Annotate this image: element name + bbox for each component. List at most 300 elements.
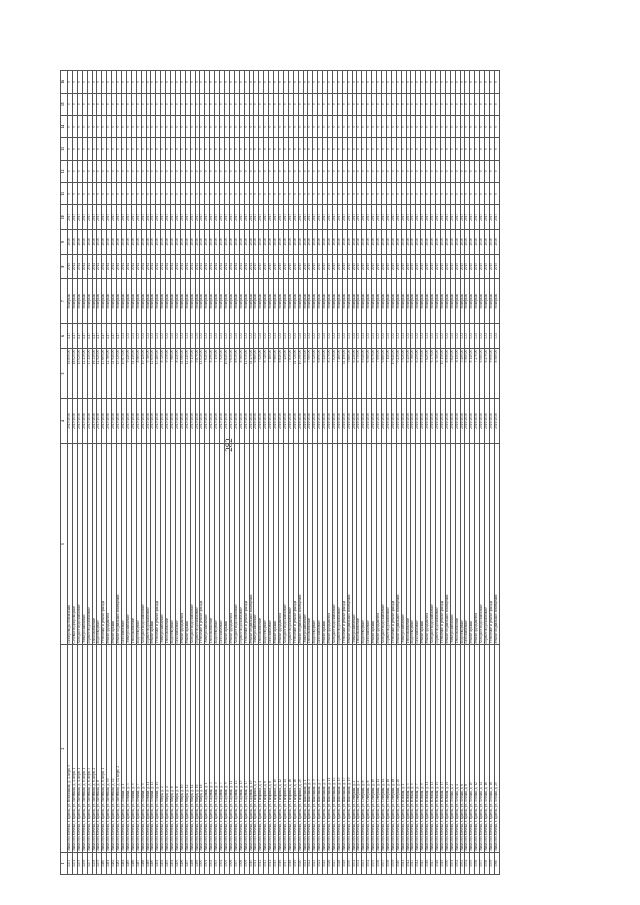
table-cell: 12 240,00 <box>185 348 190 398</box>
table-cell: 1478 <box>92 852 97 874</box>
table-cell: Ямал.обл.Мечтка, г. Братск, ул. Школьная, д. 15 <box>337 645 342 852</box>
table-cell: Газоснабжение <box>121 443 126 645</box>
table-cell: Ремонт подвальных помещений <box>445 443 450 645</box>
table-cell: 2017 <box>489 205 494 230</box>
table-cell: 0 <box>480 115 485 137</box>
table-cell: 7 020,00 <box>332 348 337 398</box>
table-cell: 0 <box>342 115 347 137</box>
table-cell: 2015 <box>421 254 426 279</box>
table-cell: 4.17 <box>92 324 97 349</box>
table-cell: Водоотведение <box>411 443 416 645</box>
table-cell: 2017 <box>421 205 426 230</box>
table-cell: 2016 <box>234 230 239 255</box>
table-cell: Теплоснабжение <box>131 443 136 645</box>
table-cell: 0 <box>460 93 465 115</box>
table-cell: 14 920,00 <box>97 348 102 398</box>
table-cell: 0 <box>332 93 337 115</box>
table-cell: 0 <box>200 138 205 160</box>
table-cell: 3.33 <box>377 324 382 349</box>
table-cell: 3.33 <box>151 324 156 349</box>
table-cell: Горячее водоснабжение <box>239 443 244 645</box>
table-cell: 2016 <box>249 230 254 255</box>
table-cell: 0 <box>386 71 391 94</box>
table-cell: Ямал.обл.Мечтка, г. Братск, ул. Гагарина, д. 20 <box>298 645 303 852</box>
table-cell: 2016 <box>362 230 367 255</box>
table-cell: 2016 <box>323 230 328 255</box>
table-cell: 0 <box>166 183 171 205</box>
table-cell: 2014 <box>190 254 195 279</box>
table-cell: 3.33 <box>318 324 323 349</box>
table-cell: 2015 <box>254 254 259 279</box>
table-cell: 0 <box>161 93 166 115</box>
table-cell: 2017 <box>445 205 450 230</box>
table-cell: 2015 <box>264 254 269 279</box>
table-cell: 0 <box>156 160 161 182</box>
table-cell: 3.33 <box>460 324 465 349</box>
table-cell: 2016 <box>171 230 176 255</box>
table-cell: 9 960,00 <box>274 348 279 398</box>
table-cell: 0 <box>141 160 146 182</box>
table-cell: 0 <box>107 138 112 160</box>
table-cell: 3.33 <box>244 324 249 349</box>
table-cell: 1510 <box>249 852 254 874</box>
table-cell: 0 <box>426 138 431 160</box>
table-cell: 0 <box>205 183 210 205</box>
table-cell: 2016 <box>278 230 283 255</box>
table-cell: 0 <box>308 71 313 94</box>
table-cell: 6 780,00 <box>435 348 440 398</box>
table-cell: Ноябрьск <box>239 279 244 324</box>
table-cell: 0 <box>445 183 450 205</box>
table-cell: 0 <box>249 183 254 205</box>
table-cell: Ремонт подвальных помещений <box>298 443 303 645</box>
table-cell: 0 <box>72 160 77 182</box>
table-cell: 0 <box>421 93 426 115</box>
table-cell: 0 <box>278 183 283 205</box>
table-cell: Ноябрьск <box>166 279 171 324</box>
table-cell: 1508 <box>239 852 244 874</box>
table-cell: 0 <box>475 115 480 137</box>
table-cell: 0 <box>117 115 122 137</box>
table-cell: 0 <box>489 160 494 182</box>
table-cell: 2016 <box>411 230 416 255</box>
table-cell: 2015 <box>308 254 313 279</box>
table-cell: 0 <box>470 93 475 115</box>
table-cell: 2016-2016 <box>421 399 426 444</box>
table-cell: 1553 <box>460 852 465 874</box>
table-cell: 2016 <box>180 230 185 255</box>
table-cell: 2015 <box>489 254 494 279</box>
table-cell: Ямал.обл.Мечтка, г. Братск, ул. Ленина, д. 13 <box>151 645 156 852</box>
table-cell: 2016 <box>185 230 190 255</box>
table-cell: 4.17 <box>72 324 77 349</box>
table-cell: Ремонт крыши <box>225 443 230 645</box>
table-cell: 3.33 <box>435 324 440 349</box>
table-cell: Ямал.обл.Мечтка, г. Братск, ул. Ленина, д. 7 <box>136 645 141 852</box>
table-cell: 0 <box>82 138 87 160</box>
table-cell: 0 <box>357 138 362 160</box>
table-cell: 2015 <box>470 254 475 279</box>
table-cell: Теплоснабжение <box>92 443 97 645</box>
table-cell: 0 <box>308 138 313 160</box>
table-cell: Ноябрьск <box>386 279 391 324</box>
table-cell: 2017 <box>347 205 352 230</box>
table-cell: 2016-2016 <box>332 399 337 444</box>
table-cell: Горячее водоснабжение <box>485 443 490 645</box>
table-cell: 2016-2016 <box>337 399 342 444</box>
table-cell: Ноябрьск <box>234 279 239 324</box>
table-cell: 2017 <box>264 205 269 230</box>
table-cell: 0 <box>239 93 244 115</box>
table-cell: 0 <box>82 115 87 137</box>
table-cell: 2017 <box>401 205 406 230</box>
table-cell: 3.33 <box>175 324 180 349</box>
table-cell: Ноябрьск <box>68 279 73 324</box>
table-cell: 9 440,00 <box>126 348 131 398</box>
table-cell: 2017 <box>470 205 475 230</box>
table-cell: 0 <box>475 71 480 94</box>
table-cell: 0 <box>234 71 239 94</box>
table-cell: 2017 <box>313 205 318 230</box>
table-cell: 2016 <box>274 230 279 255</box>
table-cell: 1503 <box>215 852 220 874</box>
table-cell: Ноябрьск <box>396 279 401 324</box>
table-cell: 0 <box>431 138 436 160</box>
table-cell: 2016 <box>112 230 117 255</box>
table-cell: 0 <box>347 183 352 205</box>
table-cell: 0 <box>431 115 436 137</box>
table-cell: 7 520,00 <box>259 348 264 398</box>
table-cell: 2016 <box>244 230 249 255</box>
table-cell: 0 <box>131 160 136 182</box>
table-cell: Ноябрьск <box>426 279 431 324</box>
table-cell: 0 <box>357 160 362 182</box>
table-cell: 0 <box>347 138 352 160</box>
table-cell: 0 <box>274 160 279 182</box>
table-cell: 6 320,00 <box>313 348 318 398</box>
table-cell: 1531 <box>352 852 357 874</box>
table-cell: 0 <box>382 138 387 160</box>
table-cell: 2015-2016 <box>225 399 230 444</box>
table-cell: 15 020,00 <box>77 348 82 398</box>
table-cell: 0 <box>161 138 166 160</box>
table-cell: Ноябрьск <box>200 279 205 324</box>
table-cell: 1548 <box>435 852 440 874</box>
table-cell: 2016 <box>107 230 112 255</box>
table-cell: 0 <box>416 93 421 115</box>
table-cell: 0 <box>450 115 455 137</box>
table-cell: 0 <box>171 183 176 205</box>
table-cell: 0 <box>278 93 283 115</box>
table-cell: Газоснабжение <box>318 443 323 645</box>
table-cell: 0 <box>175 115 180 137</box>
table-cell: 0 <box>117 138 122 160</box>
table-cell: 3.33 <box>494 324 499 349</box>
table-cell: 0 <box>455 160 460 182</box>
table-cell: 2015-2016 <box>220 399 225 444</box>
table-cell: 0 <box>426 160 431 182</box>
table-cell: 0 <box>92 160 97 182</box>
table-cell: Ремонт подвальных помещений <box>117 443 122 645</box>
table-cell: 0 <box>234 183 239 205</box>
table-cell: 0 <box>225 115 230 137</box>
table-cell: 0 <box>293 138 298 160</box>
table-cell: 0 <box>151 71 156 94</box>
table-cell: 2014 <box>131 254 136 279</box>
table-cell: 0 <box>102 138 107 160</box>
table-cell: Ямал.обл.Мечтка, г. Братск, ул. Садовая, д. 11 <box>229 645 234 852</box>
table-cell: 0 <box>131 93 136 115</box>
table-cell: 0 <box>72 71 77 94</box>
table-cell: 0 <box>485 160 490 182</box>
column-header: 2 <box>61 645 68 852</box>
table-cell: 2014 <box>156 254 161 279</box>
table-cell: Ямал.обл.Мечтка, г. Братск, ул. Школьная, д. 1 <box>303 645 308 852</box>
table-cell: 0 <box>87 115 92 137</box>
table-cell: 0 <box>156 71 161 94</box>
table-cell: 0 <box>195 93 200 115</box>
table-cell: 1549 <box>440 852 445 874</box>
table-cell: 10 150,00 <box>440 348 445 398</box>
table-cell: 2015-2016 <box>136 399 141 444</box>
table-cell: 17 410,00 <box>87 348 92 398</box>
table-cell: 1528 <box>337 852 342 874</box>
table-cell: 2016 <box>470 230 475 255</box>
table-cell: 0 <box>485 115 490 137</box>
table-cell: 0 <box>146 183 151 205</box>
table-cell: 0 <box>391 138 396 160</box>
table-cell: 3.33 <box>445 324 450 349</box>
table-cell: 0 <box>121 71 126 94</box>
table-cell: 3.33 <box>431 324 436 349</box>
table-cell: 0 <box>455 138 460 160</box>
table-cell: 2015 <box>494 254 499 279</box>
table-cell: 1506 <box>229 852 234 874</box>
table-cell: 2015-2016 <box>210 399 215 444</box>
table-cell: 2017 <box>372 205 377 230</box>
table-cell: 3.33 <box>190 324 195 349</box>
table-cell: 0 <box>126 138 131 160</box>
table-cell: 0 <box>328 115 333 137</box>
table-cell: 2014 <box>92 254 97 279</box>
table-cell: 0 <box>87 183 92 205</box>
table-cell: 2017 <box>303 205 308 230</box>
table-cell: 2016-2016 <box>411 399 416 444</box>
table-cell: 0 <box>313 138 318 160</box>
table-cell: 2016-2016 <box>254 399 259 444</box>
table-cell: 0 <box>445 93 450 115</box>
table-body <box>68 71 500 875</box>
table-cell: Ямал.обл.Мечтка, г. Братск, ул. Школьная, д. 5 <box>313 645 318 852</box>
table-cell: 0 <box>254 160 259 182</box>
table-cell: 2017 <box>107 205 112 230</box>
table-cell: 0 <box>480 93 485 115</box>
table-cell: 1543 <box>411 852 416 874</box>
table-cell: 0 <box>68 160 73 182</box>
table-cell: 2016 <box>97 230 102 255</box>
table-cell: 0 <box>146 93 151 115</box>
table-cell: 0 <box>342 183 347 205</box>
table-cell: 0 <box>283 183 288 205</box>
table-cell: Ямал.обл.Мечтка, г. Братск, ул. Северная, д. 2 <box>352 645 357 852</box>
table-cell: 3.33 <box>313 324 318 349</box>
table-cell: Ямал.обл.Мечтка, г. Братск, ул. Садовая, д. 7 <box>220 645 225 852</box>
table-cell: 2014 <box>205 254 210 279</box>
table-cell: 2015 <box>259 254 264 279</box>
table-cell: 2015-2016 <box>161 399 166 444</box>
table-cell: 3.33 <box>156 324 161 349</box>
table-cell: Ямал.обл.Мечтка, г. Братск, ул. Литейная, д. 6, корп. 4 <box>92 645 97 852</box>
table-cell: 2015 <box>401 254 406 279</box>
table-cell: 2016-2016 <box>406 399 411 444</box>
table-cell: Ноябрьск <box>92 279 97 324</box>
table-cell: 0 <box>117 71 122 94</box>
table-cell: 2016 <box>401 230 406 255</box>
table-cell: 0 <box>131 138 136 160</box>
table-cell: 0 <box>485 138 490 160</box>
table-cell: 0 <box>225 160 230 182</box>
table-cell: 2017 <box>229 205 234 230</box>
table-cell: 0 <box>161 71 166 94</box>
table-cell: 0 <box>136 93 141 115</box>
table-cell: 2017 <box>382 205 387 230</box>
table-cell: Ноябрьск <box>72 279 77 324</box>
table-cell: 2017 <box>72 205 77 230</box>
table-cell: 3.33 <box>269 324 274 349</box>
table-cell: 2017 <box>166 205 171 230</box>
table-cell: 0 <box>485 71 490 94</box>
table-cell: 1558 <box>485 852 490 874</box>
table-cell: Утепление и ремонт фасада <box>440 443 445 645</box>
table-cell: Ямал.обл.Мечтка, г. Братск, ул. Школьная, д. 11 <box>328 645 333 852</box>
table-cell: 3.33 <box>328 324 333 349</box>
table-cell: Ямал.обл.Мечтка, г. Братск, ул. Гагарина, д. 6 <box>264 645 269 852</box>
table-cell: 0 <box>92 93 97 115</box>
table-cell: Ямал.обл.Мечтка, г. Братск, ул. Южная, д. 13 <box>431 645 436 852</box>
table-cell: 0 <box>347 160 352 182</box>
table-cell: 0 <box>455 93 460 115</box>
table-cell: Газоснабжение <box>367 443 372 645</box>
table-cell: 0 <box>377 115 382 137</box>
table-cell: Горячее водоснабжение <box>146 443 151 645</box>
table-cell: 4.17 <box>107 324 112 349</box>
table-cell: 2017 <box>377 205 382 230</box>
table-cell: Ноябрьск <box>205 279 210 324</box>
table-cell: Ноябрьск <box>175 279 180 324</box>
table-cell: 0 <box>215 115 220 137</box>
table-cell: 0 <box>386 93 391 115</box>
table-cell: Теплоснабжение <box>166 443 171 645</box>
table-cell: 0 <box>112 115 117 137</box>
table-cell: 2016 <box>293 230 298 255</box>
table-cell: 0 <box>382 71 387 94</box>
table-cell: 0 <box>180 183 185 205</box>
table-cell: Ремонт крыши <box>185 443 190 645</box>
table-cell: 2017 <box>190 205 195 230</box>
table-cell: 2016 <box>372 230 377 255</box>
table-cell: 0 <box>489 138 494 160</box>
table-cell: Ноябрьск <box>303 279 308 324</box>
table-cell: 2017 <box>362 205 367 230</box>
table-cell: 11 060,00 <box>180 348 185 398</box>
table-cell: 0 <box>107 71 112 94</box>
table-cell: 0 <box>239 115 244 137</box>
table-cell: 4.17 <box>117 324 122 349</box>
table-cell: 0 <box>480 71 485 94</box>
table-cell: Ремонт фундамента <box>180 443 185 645</box>
table-cell: 2015 <box>293 254 298 279</box>
table-cell: 2015-2016 <box>141 399 146 444</box>
table-cell: 2015-2016 <box>112 399 117 444</box>
table-cell: 0 <box>234 93 239 115</box>
table-cell: 1540 <box>396 852 401 874</box>
table-cell: Ноябрьск <box>82 279 87 324</box>
table-cell: 0 <box>455 115 460 137</box>
table-cell: 0 <box>298 138 303 160</box>
table-cell: Ямал.обл.Мечтка, г. Братск, ул. Мира, д. 14 <box>190 645 195 852</box>
table-cell: 0 <box>195 138 200 160</box>
table-cell: 0 <box>229 183 234 205</box>
table-cell: 2016 <box>416 230 421 255</box>
table-cell: 2016-2016 <box>435 399 440 444</box>
table-cell: 0 <box>146 138 151 160</box>
table-cell: 0 <box>332 71 337 94</box>
table-cell: 2016 <box>205 230 210 255</box>
table-cell: 1512 <box>259 852 264 874</box>
table-cell: 0 <box>269 93 274 115</box>
table-cell: Ямал.обл.Мечтка, г. Братск, ул. Северная, д. 10 <box>372 645 377 852</box>
table-cell: 2014 <box>112 254 117 279</box>
table-cell: 0 <box>421 71 426 94</box>
table-cell: Ямал.обл.Мечтка, г. Братск, ул. Северная, д. 20 <box>396 645 401 852</box>
table-cell: Ямал.обл.Мечтка, г. Братск, ул. Садовая, д. 5 <box>215 645 220 852</box>
table-cell: 7 410,00 <box>283 348 288 398</box>
table-cell: 3.33 <box>200 324 205 349</box>
table-cell: 0 <box>485 93 490 115</box>
table-cell: 2017 <box>455 205 460 230</box>
table-cell: 2015 <box>303 254 308 279</box>
table-cell: 0 <box>131 115 136 137</box>
table-cell: 0 <box>293 71 298 94</box>
table-cell: 0 <box>269 115 274 137</box>
table-cell: 0 <box>264 138 269 160</box>
table-cell: 0 <box>431 183 436 205</box>
table-cell: 0 <box>102 115 107 137</box>
table-cell: Ямал.обл.Мечтка, г. Братск, ул. Школьная, д. 7 <box>318 645 323 852</box>
table-cell: 0 <box>249 71 254 94</box>
table-cell: 0 <box>421 115 426 137</box>
table-cell: 3.33 <box>136 324 141 349</box>
table-cell: 0 <box>298 71 303 94</box>
table-cell: 0 <box>146 160 151 182</box>
table-cell: 2014 <box>210 254 215 279</box>
table-cell: Ноябрьск <box>146 279 151 324</box>
table-cell: 0 <box>352 71 357 94</box>
table-cell: 0 <box>210 115 215 137</box>
table-cell: 0 <box>225 71 230 94</box>
table-cell: 0 <box>435 115 440 137</box>
table-cell: 0 <box>406 71 411 94</box>
table-cell: 3.33 <box>141 324 146 349</box>
table-cell: 6 080,00 <box>480 348 485 398</box>
table-cell: 0 <box>259 138 264 160</box>
table-cell: 0 <box>185 71 190 94</box>
table-cell: 2017 <box>161 205 166 230</box>
table-cell: 0 <box>264 115 269 137</box>
table-cell: 6 110,00 <box>455 348 460 398</box>
table-cell: 0 <box>166 138 171 160</box>
table-cell: Теплоснабжение <box>308 443 313 645</box>
